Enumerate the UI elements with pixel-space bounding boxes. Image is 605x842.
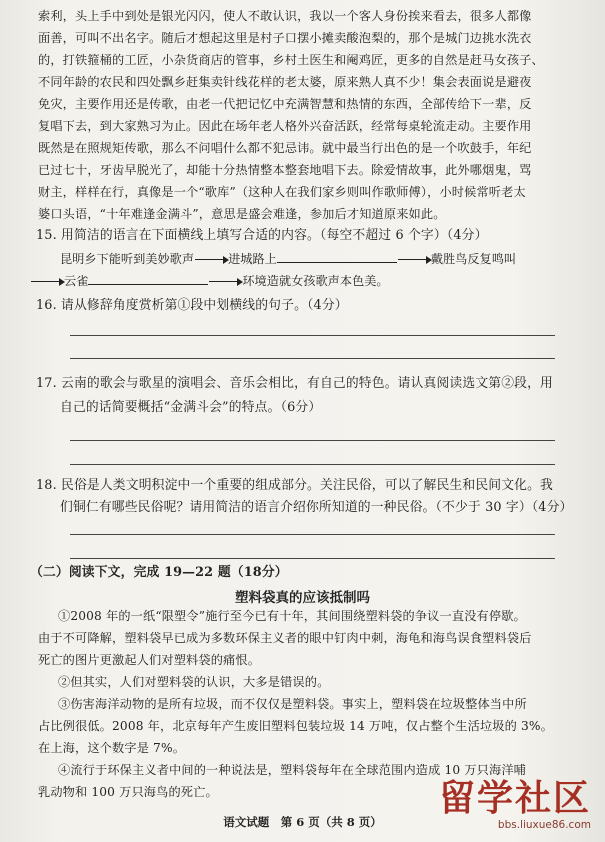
chain-step-4: 云雀 [64,274,89,288]
question-17-line-2: 自己的话简要概括“金满斗会”的特点。（6分） [60,400,322,415]
arrow-icon [398,259,430,260]
question-17-line-1: 17. 云南的歌会与歌星的演唱会、音乐会相比，有自己的特色。请认真阅读选文第②段，用 [36,376,554,391]
article-paragraph-line: 由于不可降解，塑料袋早已成为多数环保主义者的眼中钉肉中刺，海龟和海鸟误食塑料袋后 [38,631,532,645]
q15-chain-row-2 [30,272,389,289]
chain-step-2: 进城路上 [228,252,277,266]
site-watermark [439,779,591,831]
q15-chain-row-1 [60,250,516,267]
question-18-line-2: 们铜仁有哪些民俗呢？请用简洁的语言介绍你所知道的一种民俗。（不少于 30 字）（4分） [60,500,573,515]
passage-line-4: 不同年龄的农民和四处飘乡赶集卖针线花样的老太婆，原来熟人真不少！集会表面说是避夜 [38,75,532,89]
answer-line[interactable] [70,558,555,559]
answer-line[interactable] [70,464,555,465]
answer-line[interactable] [70,335,555,336]
article-paragraph-line: 在上海，这个数字是 7%。 [38,741,186,755]
passage-line-5: 免灾，主要作用还是传歌，由老一代把记忆中充满智慧和热情的东西，全部传给下一辈，反 [38,97,532,111]
passage-line-2: 面善，可叫不出名字。随后才想起这里是村子口摆小摊卖酸泡梨的，那个是城门边挑水洗衣 [38,31,532,45]
question-16: 16. 请从修辞角度赏析第①段中划横线的句子。（4分） [36,298,348,313]
watermark-logo: 留学社区 [438,778,591,819]
article-paragraph-line: 占比例很低。2008 年，北京每年产生废旧塑料包装垃圾 14 万吨，仅占整个生活垃圾的 3%。 [38,719,553,733]
article-paragraph-line: 乳动物和 100 万只海鸟的死亡。 [38,785,218,799]
answer-line[interactable] [70,534,555,535]
article-paragraph-line: ②但其实，人们对塑料袋的认识，大多是错误的。 [58,675,330,689]
arrow-icon [209,281,241,282]
answer-line[interactable] [70,358,555,359]
answer-blank-2[interactable] [88,274,208,285]
arrow-icon [31,281,63,282]
passage-line-9: 财主，样样在行，真像是一个“歌库”（这种人在我们家乡则叫作歌师傅），小时候常听老太 [38,185,526,199]
article-paragraph-line: ①2008 年的一纸“限塑令”施行至今已有十年，其间围绕塑料袋的争议一直没有停歇。 [58,609,526,623]
passage-line-1: 索利，头上手中到处是银光闪闪，使人不敢认识，我以一个客人身份挨来看去，很多人都像 [38,9,532,23]
article-paragraph-line: 死亡的图片更激起人们对塑料袋的痛恨。 [38,653,261,667]
arrow-icon [195,259,227,260]
question-15: 15. 用简洁的语言在下面横线上填写合适的内容。（每空不超过 6 个字）（4分） [36,228,488,243]
passage-line-6: 复唱下去，到大家熟习为止。因此在场年老人格外兴奋活跃，经常每桌轮流走动。主要作用 [38,119,532,133]
chain-step-1: 昆明乡下能听到美妙歌声 [60,252,195,266]
article-title: 塑料袋真的应该抵制吗 [235,590,370,606]
passage-line-8: 已过七十，牙齿早脱光了，却能十分热情整本整套地唱下去。除爱情故事，此外哪烟鬼，骂 [38,163,532,177]
section-heading: （二）阅读下文，完成 19—22 题（18分） [30,565,288,580]
page-footer: 语文试题 第 6 页（共 8 页） [223,815,382,829]
passage-line-7: 既然是在照规矩传歌，那么不问唱什么都不犯忌讳。就中最当行出色的是一个吹鼓手，年纪 [38,141,532,155]
article-paragraph-line: ④流行于环保主义者中间的一种说法是，塑料袋每年在全球范围内造成 10 万只海洋哺 [58,763,527,777]
chain-step-3: 戴胜鸟反复鸣叫 [430,252,517,266]
chain-step-5: 环境造就女孩歌声本色美。 [242,274,389,288]
question-18-line-1: 18. 民俗是人类文明积淀中一个重要的组成部分。关注民俗，可以了解民生和民间文化。我 [36,478,554,493]
article-paragraph-line: ③伤害海洋动物的是所有垃圾，而不仅仅是塑料袋。事实上，塑料袋在垃圾整体当中所 [58,697,527,711]
passage-line-10: 婆口头语，“十年难逢金满斗”，意思是盛会难逢，参加后才知道原来如此。 [38,207,446,221]
answer-blank-1[interactable] [277,252,397,263]
answer-line[interactable] [70,440,555,441]
passage-line-3: 的，打铁箍桶的工匠，小杂货商店的管事，乡村土医生和阉鸡匠，更多的自然是赶马女孩子、 [38,53,544,67]
watermark-url: bbs.liuxue86.com [497,819,591,831]
